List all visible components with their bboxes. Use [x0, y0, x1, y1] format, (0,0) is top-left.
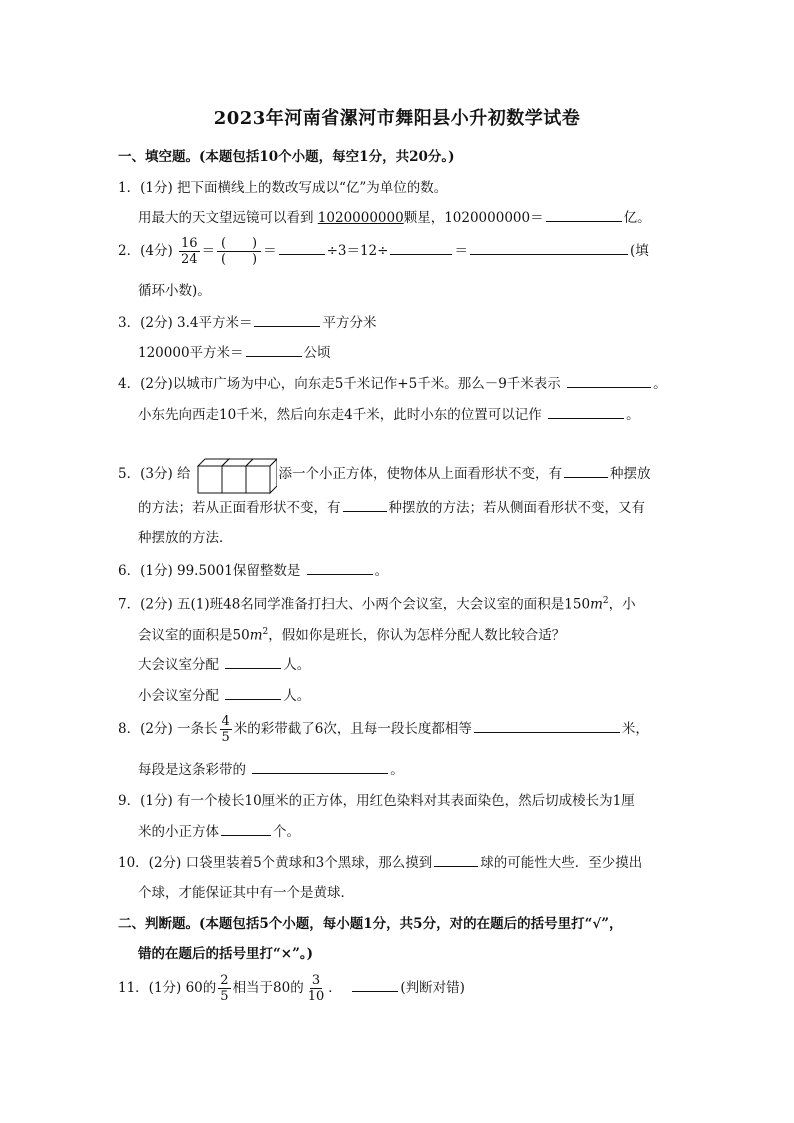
- answer-blank[interactable]: [546, 207, 622, 222]
- answer-blank[interactable]: [221, 821, 271, 836]
- answer-blank[interactable]: [225, 654, 281, 669]
- fraction-16-24: $\frac{16}{24}$: [181, 236, 198, 267]
- question-1-stem: 1．(1分) 把下面横线上的数改写成以“亿”为单位的数。: [118, 180, 448, 196]
- question-11: 11．(1分) 60的 $\frac{2}{5}$ 相当于80的 $\frac{3}{10}$ ． (判断对错): [118, 973, 465, 1004]
- question-6: 6．(1分) 99.5001保留整数是 。: [118, 560, 388, 581]
- question-7-line-1: 7．(2分) 五(1)班48名同学准备打扫大、小两个会议室，大会议室的面积是$150m^2$，小: [118, 596, 636, 613]
- question-4-line-1: 4．(2分)以城市广场为中心，向东走5千米记作+5千米。那么－9千米表示 。: [118, 373, 667, 394]
- question-7-line-3: 大会议室分配 人。: [138, 654, 310, 675]
- question-5-line-2: 的方法；若从正面看形状不变，有 种摆放的方法；若从侧面看形状不变，又有: [138, 497, 645, 518]
- question-5-line-1: 5．(3分) 给 添一个小正方体，使物体从上面看形状不变，有 种摆放: [118, 452, 651, 496]
- answer-blank[interactable]: [470, 240, 628, 255]
- answer-blank[interactable]: [343, 497, 387, 512]
- answer-blank[interactable]: [434, 852, 478, 867]
- question-9-line-1: 9．(1分) 有一个棱长10厘米的正方体，用红色染料对其表面染色，然后切成棱长为1厘: [118, 793, 635, 809]
- answer-blank[interactable]: [254, 312, 320, 327]
- question-4-line-2: 小东先向西走10千米，然后向东走4千米，此时小东的位置可以记作 。: [138, 404, 640, 425]
- question-3-line-1: 3．(2分) 3.4平方米＝ 平方分米: [118, 312, 376, 333]
- answer-blank[interactable]: [307, 560, 373, 575]
- answer-blank[interactable]: [564, 463, 608, 478]
- answer-blank[interactable]: [390, 240, 452, 255]
- section-1-heading: 一、填空题。(本题包括10个小题，每空1分，共20分。): [118, 149, 455, 165]
- underlined-number: 1020000000: [317, 210, 404, 226]
- question-8-line-1: 8．(2分) 一条长 $\frac{4}{5}$ 米的彩带截了6次，且每一段长度都相等 米，: [118, 714, 649, 745]
- answer-blank[interactable]: [225, 685, 281, 700]
- question-7-line-2: 会议室的面积是$50m^2$，假如你是班长，你认为怎样分配人数比较合适？: [138, 627, 566, 644]
- answer-blank[interactable]: [352, 977, 398, 992]
- question-8-line-2: 每段是这条彩带的 。: [138, 759, 404, 780]
- answer-blank[interactable]: [279, 240, 325, 255]
- question-1-line-2: 用最大的天文望远镜可以看到 1020000000颗星，1020000000＝ 亿。: [138, 207, 651, 228]
- question-2-line-2: 循环小数)。: [138, 283, 211, 299]
- question-3-line-2: 120000平方米＝ 公顷: [138, 342, 331, 363]
- question-2-line-1: 2．(4分) $\frac{16}{24}$ ＝ $\frac{( )}{( )}$ ＝ ÷3＝12÷ ＝ (填: [118, 236, 649, 267]
- answer-blank[interactable]: [474, 718, 620, 733]
- question-7-line-4: 小会议室分配 人。: [138, 685, 310, 706]
- cube-stack-figure: [193, 455, 277, 495]
- fraction-4-5: $\frac{4}{5}$: [221, 714, 230, 745]
- question-10-line-2: 个球，才能保证其中有一个是黄球．: [138, 885, 354, 901]
- section-2-heading-line-2: 错的在题后的括号里打“×”。): [138, 946, 313, 962]
- question-5-line-3: 种摆放的方法．: [138, 530, 233, 546]
- answer-blank[interactable]: [548, 404, 624, 419]
- answer-blank[interactable]: [567, 373, 651, 388]
- fraction-2-5: $\frac{2}{5}$: [220, 973, 229, 1004]
- answer-blank[interactable]: [252, 759, 388, 774]
- question-9-line-2: 米的小正方体 个。: [138, 821, 300, 842]
- page-title: 2023年河南省漯河市舞阳县小升初数学试卷: [213, 108, 581, 129]
- question-10-line-1: 10．(2分) 口袋里装着5个黄球和3个黑球，那么摸到 球的可能性大些．至少摸出: [118, 852, 642, 873]
- fraction-3-10: $\frac{3}{10}$: [307, 973, 325, 1004]
- blank-fraction[interactable]: $\frac{( )}{( )}$: [217, 236, 261, 267]
- answer-blank[interactable]: [246, 342, 302, 357]
- section-2-heading-line-1: 二、判断题。(本题包括5个小题，每小题1分，共5分，对的在题后的括号里打“√”，: [118, 916, 623, 932]
